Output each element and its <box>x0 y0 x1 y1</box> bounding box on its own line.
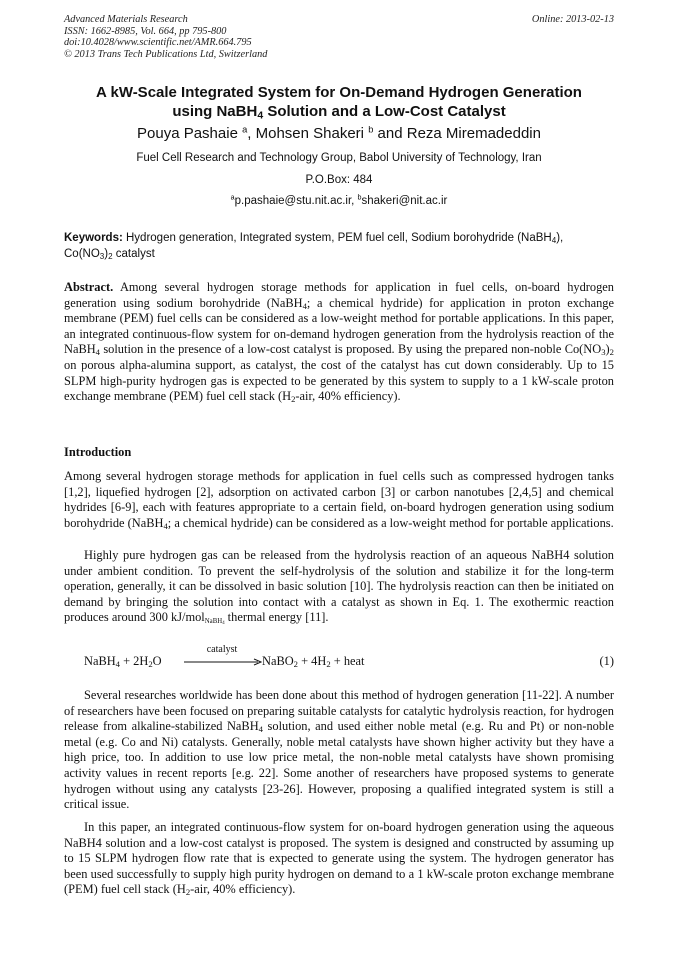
paragraph-text: thermal energy [11]. <box>224 610 329 625</box>
abstract-sub: 4 <box>95 347 100 358</box>
author-affil-mark: a <box>242 124 248 135</box>
paragraph-text: In this paper, an integrated continuous-flow system for on-board hydrogen generation using the aqueous NaBH4 solution and a low-cost catalyst is proposed. The system is designed and constructed by assuming up to 15 SLPM hydrogen flow rate that is expected to generate using the system. The hydrogen generator has been used successfully to supply high purity hydrogen on demand to a 1 kW-scale proton exchange membrane (PEM) fuel cell stack (H <box>64 820 614 897</box>
title-text: using NaBH <box>172 103 258 120</box>
reaction-arrow-icon <box>184 658 262 666</box>
abstract-text: on porous alpha-alumina support, as catalyst, the cost of the catalyst has cut down considerably. Up to 15 SLPM high-purity hydrogen gas is expected to be generated by this system to supply to a 1 kW-scale proton exchange membrane (PEM) fuel cell stack (H <box>64 357 614 404</box>
title-subscript: 4 <box>257 109 264 122</box>
keywords-sub: 4 <box>551 236 557 245</box>
author-name: Reza Miremadeddin <box>406 125 541 142</box>
section-heading-introduction: Introduction <box>64 445 132 459</box>
title-line-1: A kW-Scale Integrated System for On-Demand Hydrogen Generation <box>96 84 582 101</box>
intro-paragraph-3 <box>64 688 614 813</box>
abstract-sub: 3 <box>601 347 606 358</box>
intro-paragraph-2 <box>64 548 614 626</box>
keywords-label: Keywords: <box>64 232 123 244</box>
paragraph-text: Highly pure hydrogen gas can be released from the hydrolysis reaction of an aqueous NaBH4 solution under ambient condition. To prevent the self-hydrolysis of the solution and stabilize it for the long-term operation, generally, it can be dissolved in basic solution [10]. The hydrolysis reaction can then be initiated on demand by bringing the solution into contact with a catalyst as shown in Eq. 1. The exothermic reaction produces around 300 <box>64 548 614 625</box>
email-address: shakeri@nit.ac.ir <box>361 195 448 207</box>
author-list <box>64 125 614 143</box>
keywords-text: ) <box>104 248 109 260</box>
keywords-sub: 3 <box>99 252 105 261</box>
abstract-sub: 2 <box>609 347 614 358</box>
online-date: Online: 2013-02-13 <box>531 14 614 25</box>
keywords-text: ), Co(NO <box>64 232 564 260</box>
equation-1 <box>84 644 614 674</box>
abstract-text: ) <box>605 342 610 357</box>
paragraph-sub: 4 <box>163 520 168 531</box>
abstract-text: solution in the presence of a low-cost catalyst is proposed. By using the prepared non-noble Co(NO <box>100 342 602 357</box>
email-mark: a <box>230 193 235 202</box>
po-box: P.O.Box: 484 <box>305 174 373 186</box>
author-emails <box>64 194 614 208</box>
keywords-text: Hydrogen generation, Integrated system, PEM fuel cell, Sodium borohydride (NaBH <box>122 232 552 244</box>
affiliation: Fuel Cell Research and Technology Group, Babol University of Technology, Iran <box>136 152 542 164</box>
equation-reactants: NaBH$_4$ + $2H_2O$ <box>84 654 162 670</box>
title-line-2 <box>64 102 614 121</box>
author-separator: and <box>373 125 407 142</box>
author-name: Mohsen Shakeri <box>255 125 365 142</box>
intro-paragraph-4 <box>64 820 614 898</box>
unit-subscript: NaBH <box>204 618 223 626</box>
intro-paragraph-1 <box>64 469 614 531</box>
keywords <box>64 230 614 262</box>
paragraph-text: Several researches worldwide has been done about this method of hydrogen generation [11-22]. A number of researchers have been focused on preparing suitable catalysts for catalytic hydrolysis reaction, for hydrogen release from alkaline-stabilized NaBH <box>64 688 614 734</box>
journal-name: Advanced Materials Research <box>64 14 188 25</box>
equation-products: NaBO$_2$ + $4H_2$ + heat <box>262 654 365 670</box>
abstract-text: Among several hydrogen storage methods for application in fuel cells, on-board hydrogen generation using sodium borohydride (NaBH <box>64 280 614 310</box>
equation-catalyst-label: catalyst <box>206 644 238 655</box>
doi-line: doi:10.4028/www.scientific.net/AMR.664.795 <box>64 37 252 49</box>
author-name: Pouya Pashaie <box>137 125 238 142</box>
author-affil-mark: b <box>368 124 374 135</box>
paragraph-text: -air, 40% efficiency). <box>190 882 296 897</box>
title-text: Solution and a Low-Cost Catalyst <box>263 103 506 120</box>
paragraph-sub: 4 <box>258 724 263 735</box>
energy-unit: kJ/mol <box>171 610 205 625</box>
abstract <box>64 280 614 405</box>
abstract-text: ; a chemical hydride) for application in proton exchange membrane (PEM) fuel cells can be considered as a low-weight method for portable applications. In this paper, an integrated continuous-flow system for on-demand hydrogen generation from the hydrolysis reaction of the NaBH <box>64 295 614 357</box>
email-address: p.pashaie@stu.nit.ac.ir, <box>234 195 358 207</box>
paragraph-text: solution, and used either noble metal (e.g. Ru and Pt) or non-noble metal (e.g. Co and Ni) catalysts. Generally, noble metal catalysts have shown higher activity but they have a high price, too. In addition to use low price metal, the non-noble metal catalysts have shown promising activity values in recent reports [e.g. 22]. Some another of researchers have proposed systems to generate hydrogen without using any catalysts [23-26]. However, proposing a qualified integrated system is still a critical issue. <box>64 719 614 812</box>
paragraph-text: ; a chemical hydride) can be considered as a low-weight method for portable applications. <box>167 515 614 530</box>
author-separator: , <box>247 125 256 142</box>
unit-subscript: 4 <box>222 621 225 627</box>
equation-number: (1) <box>599 654 614 668</box>
paper-title <box>64 83 614 121</box>
journal-header <box>64 14 267 60</box>
abstract-text: -air, 40% efficiency). <box>295 389 401 404</box>
copyright-line: © 2013 Trans Tech Publications Ltd, Switzerland <box>64 48 268 60</box>
paragraph-sub: 2 <box>185 887 191 898</box>
abstract-sub: 4 <box>302 300 307 311</box>
issn-line: ISSN: 1662-8985, Vol. 664, pp 795-800 <box>64 25 227 37</box>
paragraph-text: Among several hydrogen storage methods for application in fuel cells such as compressed hydrogen tanks [1,2], liquefied hydrogen [2], adsorption on activated carbon [3] or carbon nanotubes [2,4,5] and chemical hydrides [6-9], each with features appropriate to a certain field, on-board hydrogen generation using sodium borohydride (NaBH <box>64 469 614 530</box>
email-mark: b <box>357 193 362 202</box>
abstract-label: Abstract. <box>64 280 114 294</box>
keywords-text: catalyst <box>112 248 155 260</box>
keywords-sub: 2 <box>108 252 113 261</box>
abstract-sub: 2 <box>291 394 296 405</box>
